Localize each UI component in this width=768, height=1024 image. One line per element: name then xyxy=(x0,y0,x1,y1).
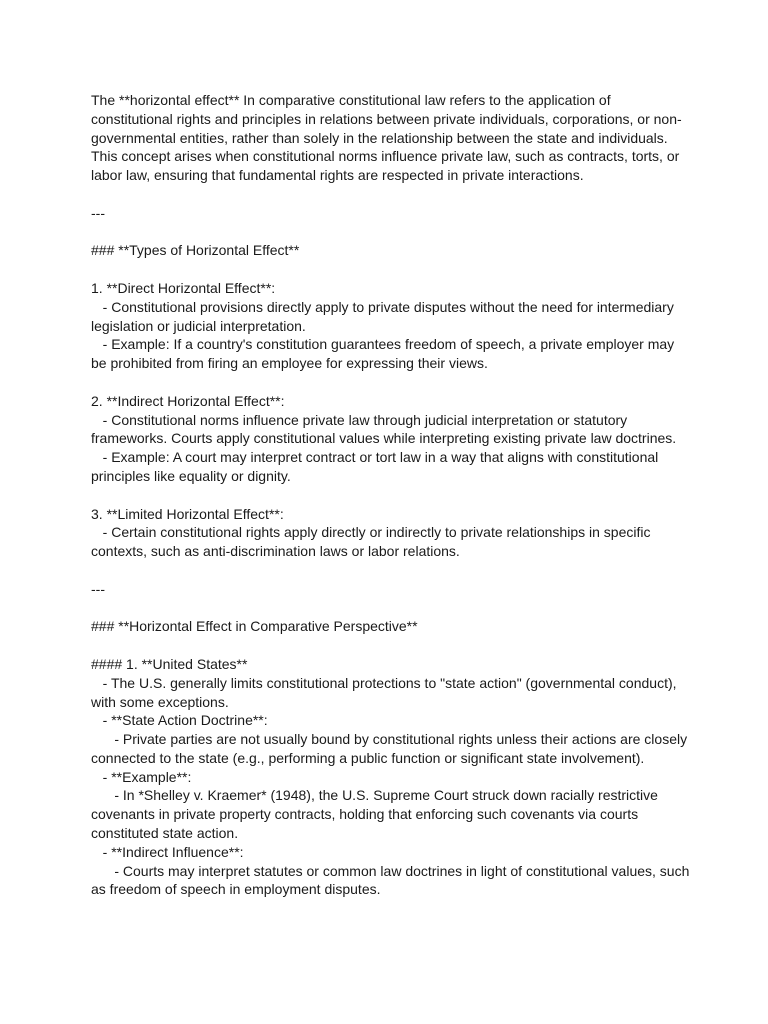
horizontal-rule-text: --- xyxy=(91,580,105,597)
list-item-limited-effect: 3. **Limited Horizontal Effect**: - Certain constitutional rights apply directly or indirectly to private relationships in specific contexts, such as anti-discrimination laws or labor relations. xyxy=(91,505,651,560)
list-item-indirect-effect: 2. **Indirect Horizontal Effect**: - Constitutional norms influence private law through judicial interpretation or statutory frameworks. Courts apply constitutional values while interpreting existing private law doctrines. - Example: A court may interpret contract or tort law in a way that aligns with constitutional principles like equality or dignity. xyxy=(91,392,677,484)
list-item-direct-effect: 1. **Direct Horizontal Effect**: - Constitutional provisions directly apply to private disputes without the need for intermediary legislation or judicial interpretation. - Example: If a country's constitution guarantees freedom of speech, a private employer may be prohibited from firing an employee for expressing their views. xyxy=(91,279,675,372)
horizontal-rule-text: --- xyxy=(91,204,105,221)
blank-line xyxy=(91,260,691,279)
blank-line xyxy=(91,185,691,204)
blank-line xyxy=(91,486,691,505)
intro-paragraph: The **horizontal effect** In comparative constitutional law refers to the application of constitutional rights and principles in relations between private individuals, corporations, or non-governmental entities, rather than solely in the relationship between the state and individuals. This concept arises when constitutional norms influence private law, such as contracts, torts, or labor law, ensuring that fundamental rights are respected in private interactions. xyxy=(91,92,684,184)
section-heading-types: ### **Types of Horizontal Effect** xyxy=(91,242,300,259)
blank-line xyxy=(91,373,691,392)
section-heading-comparative: ### **Horizontal Effect in Comparative Perspective** xyxy=(91,618,418,635)
subsection-united-states: #### 1. **United States** - The U.S. generally limits constitutional protections to "state action" (governmental conduct), with some exceptions. - **State Action Doctrine**: - Private parties are not usually bound by constitutional rights unless their actions are closely connected to the state (e.g., performing a public function or significant state involvement). - **Example**: - In *Shelley v. Kraemer* (1948), the U.S. Supreme Court struck down racially restrictive covenants in private property contracts, holding that enforcing such covenants via courts constituted state action. - **Indirect Influence**: - Courts may interpret statutes or common law doctrines in light of constitutional values, such as freedom of speech in employment disputes. xyxy=(91,655,690,898)
blank-line xyxy=(91,636,691,655)
blank-line xyxy=(91,223,691,242)
document-page xyxy=(91,91,691,899)
blank-line xyxy=(91,561,691,580)
blank-line xyxy=(91,599,691,618)
